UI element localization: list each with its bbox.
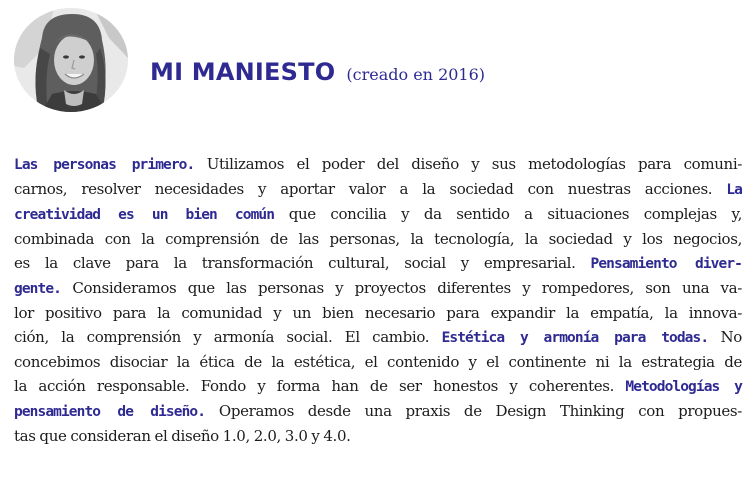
body-text: que concilia y da sentido a situaciones complejas y, <box>274 205 742 223</box>
highlight-phrase: creatividad es un bien común <box>14 207 275 223</box>
body-text: Operamos desde una praxis de Design Thinking con propues- <box>205 402 743 420</box>
highlight-phrase: Pensamiento diver- <box>590 256 742 272</box>
body-text: ción, la comprensión y armonía social. El cambio. <box>14 328 442 346</box>
manifesto-line <box>14 350 742 374</box>
highlight-phrase: Estética y armonía para todas. <box>441 330 709 346</box>
body-text: combinada con la comprensión de las personas, la tecnología, la sociedad y los negocios, <box>14 230 742 248</box>
manifesto-line <box>14 152 742 177</box>
manifesto-line <box>14 424 742 448</box>
body-text: tas que consideran el diseño 1.0, 2.0, 3.0 y 4.0. <box>14 427 351 445</box>
manifesto-line <box>14 399 742 424</box>
highlight-phrase: pensamiento de diseño. <box>14 404 206 420</box>
body-text: es la clave para la transformación cultural, social y empresarial. <box>14 254 591 272</box>
body-text: concebimos disociar la ética de la estética, el contenido y el continente ni la estrategia de <box>14 353 742 371</box>
body-text: No <box>708 328 742 346</box>
manifesto-line <box>14 301 742 325</box>
manifesto-text <box>14 152 742 448</box>
highlight-phrase: Metodologías y <box>625 379 742 395</box>
page-title: MI MANIESTO <box>150 58 336 86</box>
manifesto-line <box>14 276 742 301</box>
body-text: Consideramos que las personas y proyectos diferentes y rompedores, son una va- <box>60 279 742 297</box>
avatar <box>14 8 128 112</box>
manifesto-line <box>14 227 742 251</box>
manifesto-line <box>14 177 742 202</box>
title-row <box>150 58 485 86</box>
highlight-phrase: gente. <box>14 281 61 297</box>
body-text: la acción responsable. Fondo y forma han de ser honestos y coherentes. <box>14 377 626 395</box>
header <box>14 8 729 112</box>
body-text: Utilizamos el poder del diseño y sus metodologías para comuni- <box>194 155 742 173</box>
body-text: lor positivo para la comunidad y un bien necesario para expandir la empatía, la innova- <box>14 304 742 322</box>
manifesto-line <box>14 251 742 276</box>
manifesto-line <box>14 325 742 350</box>
highlight-phrase: La <box>726 182 742 198</box>
manifesto-line <box>14 374 742 399</box>
body-text: carnos, resolver necesidades y aportar valor a la sociedad con nuestras acciones. <box>14 180 727 198</box>
manifesto-line <box>14 202 742 227</box>
portrait-photo-icon <box>14 8 128 112</box>
page-subtitle: (creado en 2016) <box>346 65 486 84</box>
highlight-phrase: Las personas primero. <box>14 157 195 173</box>
